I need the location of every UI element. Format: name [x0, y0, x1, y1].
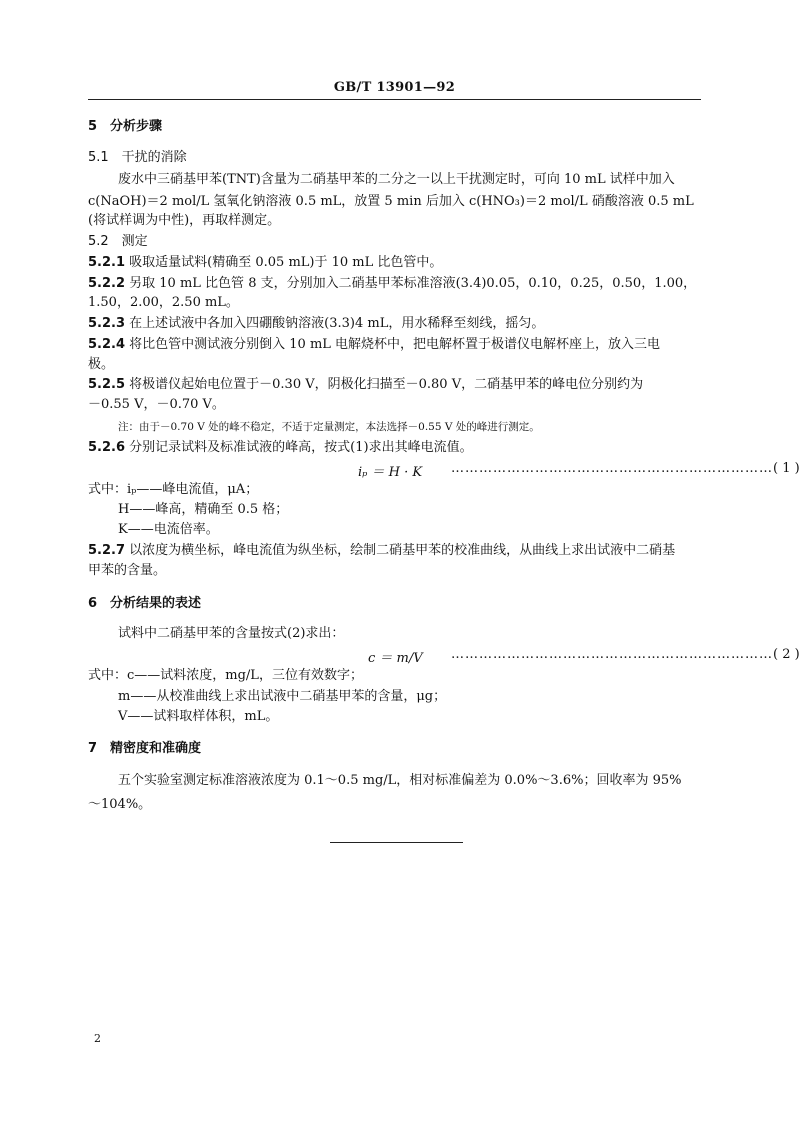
equation-1-number: ( 1 )	[773, 461, 800, 476]
clause-number: 5.2.1	[88, 255, 126, 270]
eq2-def-m: m——从校准曲线上求出试液中二硝基甲苯的含量，μg；	[118, 689, 447, 704]
equation-1-number-row	[451, 461, 800, 476]
section-7-line-1: 五个实验室测定标准溶液浓度为 0.1～0.5 mg/L，相对标准偏差为 0.0%～3.6%；回收率为 95%	[118, 773, 682, 788]
clause-text: 吸取适量试料(精确至 0.05 mL)于 10 mL 比色管中。	[129, 255, 443, 270]
section-5-2-3	[88, 316, 544, 332]
clause-number: 5.2.3	[88, 316, 126, 331]
clause-text: 以浓度为横坐标，峰电流值为纵坐标，绘制二硝基甲苯的校准曲线，从曲线上求出试液中二硝基	[129, 543, 676, 558]
section-5-1-title: 5.1 干扰的消除	[88, 150, 187, 165]
clause-number: 5.2.4	[88, 337, 126, 352]
clause-text: 将极谱仪起始电位置于－0.30 V，阴极化扫描至－0.80 V，二硝基甲苯的峰电位分别约为	[129, 377, 644, 392]
clause-text: 将比色管中测试液分别倒入 10 mL 电解烧杯中，把电解杯置于极谱仪电解杯座上，放入三电	[129, 337, 661, 352]
section-5-2-title: 5.2 测定	[88, 234, 148, 249]
section-5-1-line-1: 废水中三硝基甲苯(TNT)含量为二硝基甲苯的二分之一以上干扰测定时，可向 10 mL 试样中加入	[118, 172, 675, 187]
section-5-1-line-3: (将试样调为中性)，再取样测定。	[88, 213, 281, 228]
section-5-2-4	[88, 337, 660, 353]
section-6-title: 6 分析结果的表述	[88, 596, 202, 611]
section-5-2-5	[88, 377, 643, 393]
section-7-title: 7 精密度和准确度	[88, 741, 202, 756]
clause-text: 在上述试液中各加入四硼酸钠溶液(3.3)4 mL，用水稀释至刻线，摇匀。	[129, 316, 545, 331]
dot-leader: ……………………………………………………………	[451, 461, 773, 476]
note: 注：由于－0.70 V 处的峰不稳定，不适于定量测定，本法选择－0.55 V 处的峰进行测定。	[118, 421, 540, 433]
clause-number: 5.2.6	[88, 440, 126, 455]
header-rule	[88, 99, 701, 100]
section-5-2-6	[88, 440, 473, 456]
clause-number: 5.2.2	[88, 276, 126, 291]
equation-1: iₚ ＝ H · K	[358, 465, 423, 480]
standard-code-header: GB/T 13901—92	[333, 80, 456, 95]
section-5-2-7	[88, 543, 675, 559]
clause-text: 另取 10 mL 比色管 8 支，分别加入二硝基甲苯标准溶液(3.4)0.05，0.10，0.25，0.50，1.00，	[129, 276, 697, 291]
equation-2-number-row	[451, 647, 800, 662]
section-7-line-2: ～104%。	[88, 797, 152, 812]
clause-text: 分别记录试料及标准试液的峰高，按式(1)求出其峰电流值。	[129, 440, 473, 455]
section-5-2-4-cont: 极。	[88, 357, 115, 372]
dot-leader: ……………………………………………………………	[451, 647, 773, 662]
eq1-def-h: H——峰高，精确至 0.5 格；	[118, 502, 289, 517]
page-number: 2	[94, 1032, 101, 1045]
section-5-2-2	[88, 276, 696, 292]
clause-number: 5.2.7	[88, 543, 126, 558]
section-5-2-7-cont: 甲苯的含量。	[88, 563, 167, 578]
eq1-def-k: K——电流倍率。	[118, 522, 219, 537]
section-5-2-1	[88, 255, 442, 271]
equation-2: c ＝ m/V	[368, 651, 423, 666]
section-5-title: 5 分析步骤	[88, 119, 163, 134]
eq1-def-ip: 式中：iₚ——峰电流值，μA；	[88, 482, 259, 497]
equation-2-number: ( 2 )	[773, 647, 800, 662]
section-5-2-2-cont: 1.50，2.00，2.50 mL。	[88, 295, 239, 310]
eq2-def-v: V——试料取样体积，mL。	[118, 709, 279, 724]
section-5-2-5-cont: －0.55 V，－0.70 V。	[88, 397, 225, 412]
clause-number: 5.2.5	[88, 377, 126, 392]
section-6-intro: 试料中二硝基甲苯的含量按式(2)求出：	[118, 626, 345, 641]
eq2-def-c: 式中：c——试料浓度，mg/L，三位有效数字；	[88, 668, 363, 683]
end-rule	[330, 842, 463, 843]
section-5-1-line-2: c(NaOH)＝2 mol/L 氢氧化钠溶液 0.5 mL，放置 5 min 后加入 c(HNO₃)＝2 mol/L 硝酸溶液 0.5 mL	[88, 194, 694, 209]
